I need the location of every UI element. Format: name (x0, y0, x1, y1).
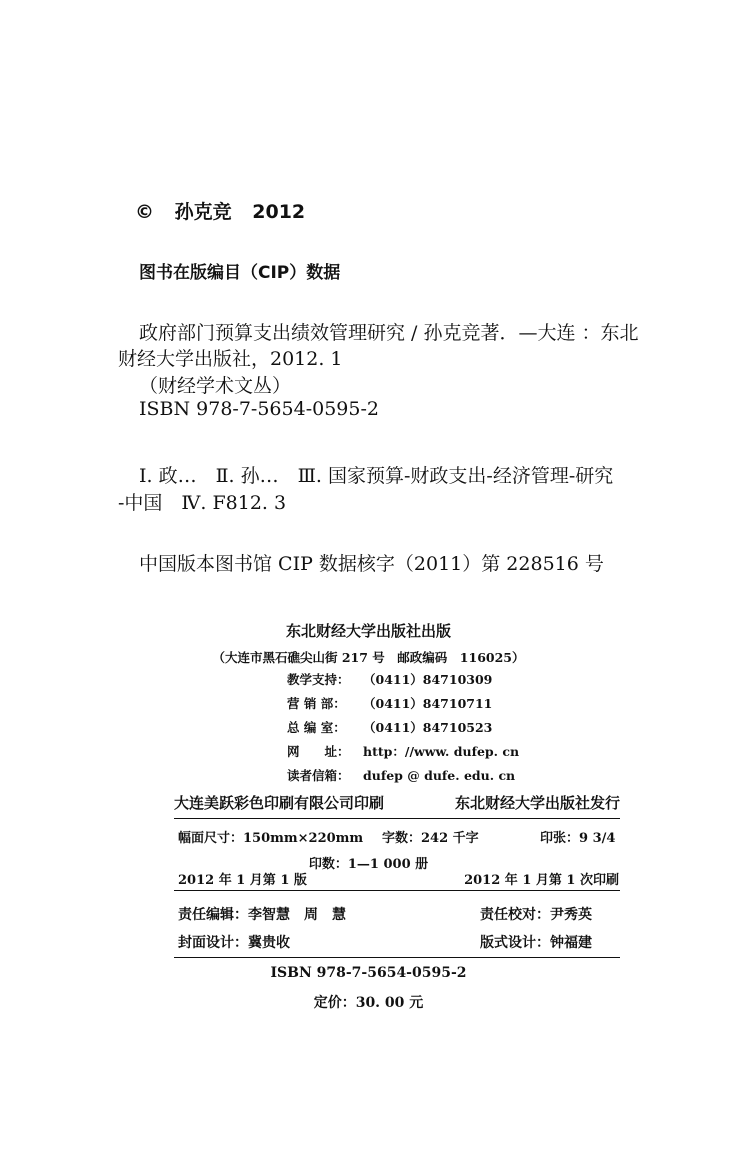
cip-approval-number: 中国版本图书馆 CIP 数据核字（2011）第 228516 号 (139, 553, 604, 575)
contact-value: dufep @ dufe. edu. cn (363, 768, 516, 783)
print-run: 印数：1—1 000 册 (308, 857, 429, 872)
price: 定价：30. 00 元 (313, 995, 424, 1011)
printer-distributor-line (174, 792, 620, 813)
responsible-proofreader: 责任校对：尹秀英 (480, 907, 592, 923)
cip-publisher-line: 财经大学出版社，2012. 1 (118, 348, 343, 370)
printed-sheets: 印张：9 3/4 (540, 831, 616, 846)
contact-email (287, 766, 515, 784)
edition: 2012 年 1 月第 1 版 (178, 873, 307, 888)
contact-marketing (287, 694, 492, 712)
isbn-number: ISBN 978-7-5654-0595-2 (270, 965, 467, 981)
layout-designer: 版式设计：钟福建 (480, 935, 592, 951)
publisher-name: 东北财经大学出版社出版 (285, 622, 451, 640)
contact-value: （0411）84710523 (363, 720, 493, 735)
contact-teaching-support (287, 670, 492, 688)
format-size: 幅面尺寸：150mm×220mm (178, 831, 364, 846)
word-count: 字数：242 千字 (382, 831, 479, 846)
cip-isbn-line: ISBN 978-7-5654-0595-2 (139, 398, 379, 420)
publisher-address: （大连市黑石礁尖山街 217 号 邮政编码 116025） (212, 650, 525, 665)
contact-label: 网 址： (287, 744, 350, 759)
cip-heading: 图书在版编目（CIP）数据 (139, 263, 341, 283)
copyright-author: 孙克竞 (174, 201, 232, 223)
cover-designer: 封面设计：冀贵收 (178, 935, 290, 951)
cip-classification-line-1: Ⅰ. 政… Ⅱ. 孙… Ⅲ. 国家预算-财政支出-经济管理-研究 (139, 465, 614, 487)
contact-label: 总 编 室： (287, 720, 346, 735)
copyright-symbol: © (135, 201, 154, 223)
contact-label: 营 销 部： (287, 696, 346, 711)
cip-classification-line-2: -中国 Ⅳ. F812. 3 (118, 492, 287, 514)
cip-series-line: （财经学术文丛） (139, 375, 292, 397)
contact-label: 读者信箱： (287, 768, 350, 783)
contact-label: 教学支持： (287, 672, 350, 687)
contact-value: （0411）84710309 (363, 672, 493, 687)
divider (174, 890, 620, 891)
printer: 大连美跃彩色印刷有限公司印刷 (174, 794, 385, 812)
cip-title-line: 政府部门预算支出绩效管理研究 / 孙克竞著．—大连 ：东北 (139, 322, 639, 344)
contact-value: （0411）84710711 (363, 696, 493, 711)
contact-website (287, 742, 519, 760)
distributor: 东北财经大学出版社发行 (454, 794, 620, 812)
contact-value: http：//www. dufep. cn (363, 744, 520, 759)
responsible-editor: 责任编辑：李智慧 周 慧 (178, 907, 346, 923)
copyright-line (135, 197, 305, 224)
divider (174, 957, 620, 958)
impression: 2012 年 1 月第 1 次印刷 (464, 873, 619, 888)
divider (174, 818, 620, 819)
contact-editorial-office (287, 718, 492, 736)
copyright-year: 2012 (252, 201, 306, 223)
